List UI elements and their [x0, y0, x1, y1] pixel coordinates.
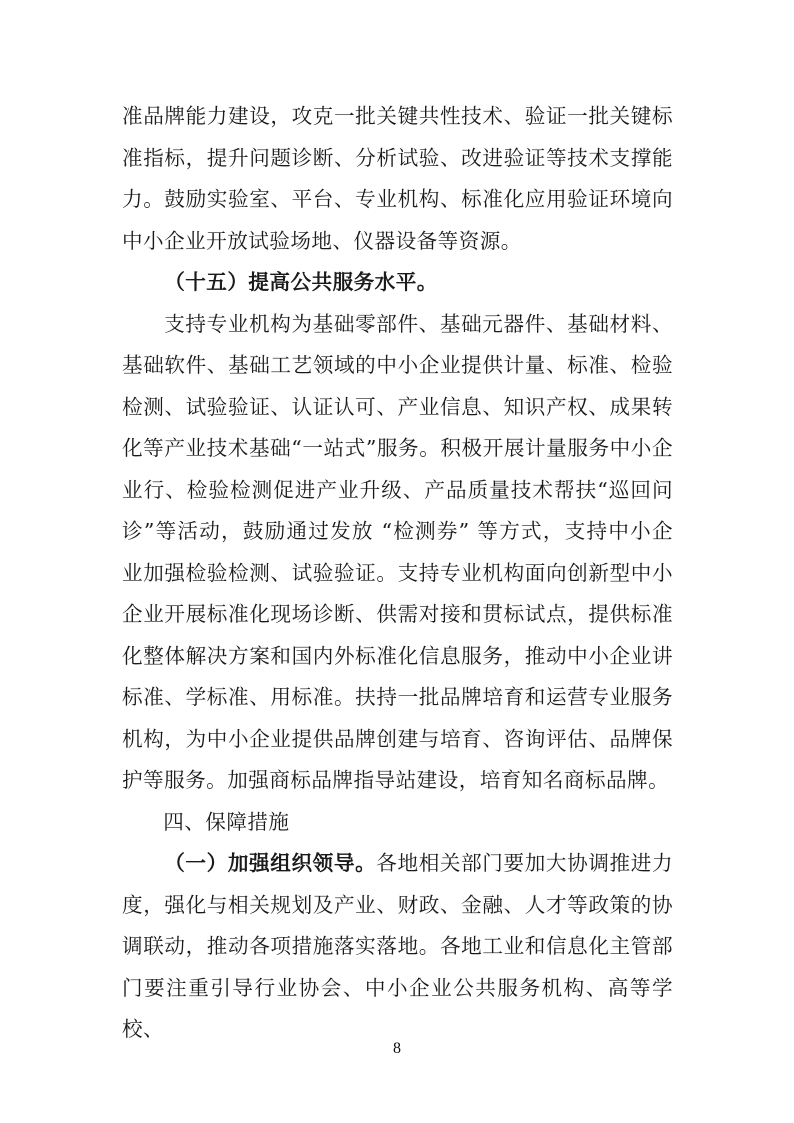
paragraph-continued: 准品牌能力建设，攻克一批关键共性技术、验证一批关键标准指标，提升问题诊断、分析试验、改进验证等技术支撑能力。鼓励实验室、平台、专业机构、标准化应用验证环境向中小企业开放试验场地、仪器设备等资源。 — [122, 104, 673, 253]
paragraph-lead: （一）加强组织领导。 — [164, 851, 377, 875]
subheading-fifteen: （十五）提高公共服务水平。 — [164, 270, 438, 294]
paragraph-text: 各地相关部门要加大协调推进力度，强化与相关规划及产业、财政、金融、人才等政策的协调联动，推动各项措施落实落地。各地工业和信息化主管部门要注重引导行业协会、中小企业公共服务机构、高等学校、 — [122, 851, 673, 1041]
paragraph-organization — [122, 843, 673, 1051]
document-body — [122, 96, 673, 1051]
page-number: 8 — [393, 1040, 401, 1057]
section-heading-safeguards: 四、保障措施 — [163, 809, 290, 834]
paragraph-public-service: 支持专业机构为基础零部件、基础元器件、基础材料、基础软件、基础工艺领域的中小企业提供计量、标准、检验检测、试验验证、认证认可、产业信息、知识产权、成果转化等产业技术基础“一站式”服务。积极开展计量服务中小企业行、检验检测促进产业升级、产品质量技术帮扶“巡回问诊”等活动，鼓励通过发放 “检测券” 等方式，支持中小企业加强检验检测、试验验证。支持专业机构面向创新型中小企业开展标准化现场诊断、供需对接和贯标试点，提供标准化整体解决方案和国内外标准化信息服务，推动中小企业讲标准、学标准、用标准。扶持一批品牌培育和运营专业服务机构，为中小企业提供品牌创建与培育、咨询评估、品牌保护等服务。加强商标品牌指导站建设，培育知名商标品牌。 — [122, 311, 673, 792]
